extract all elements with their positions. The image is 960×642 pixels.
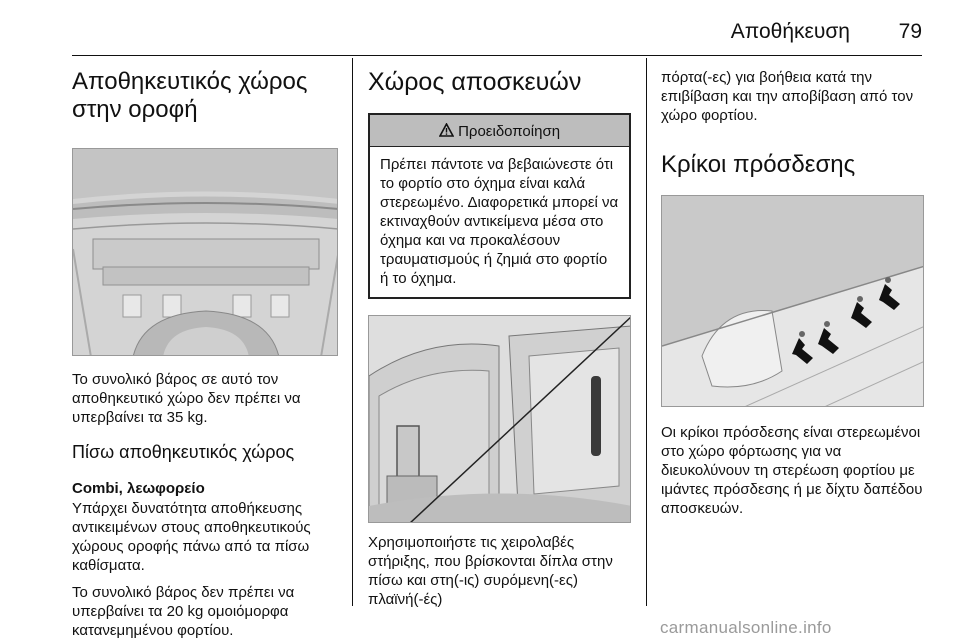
column-2	[368, 68, 636, 609]
column-3	[661, 68, 929, 518]
grab-handles-text: Χρησιμοποιήστε τις χειρολαβές στήριξης, που βρίσκονται δίπλα στην πίσω και στη(-ις) συρόμενη(-ες) πλαϊνή(-ές)	[368, 534, 613, 608]
roof-storage-illustration	[72, 148, 338, 356]
header-rule	[72, 55, 922, 56]
lashing-eyes-image	[662, 196, 924, 407]
warning-box	[368, 113, 631, 299]
watermark: carmanualsonline.info	[660, 618, 832, 637]
warning-title: Προειδοποίηση	[458, 123, 561, 140]
column-1	[72, 68, 340, 640]
page-number: 79	[898, 20, 922, 43]
rear-storage-weight-text: Το συνολικό βάρος δεν πρέπει να υπερβαίνει τα 20 kg ομοιόμορφα κατανεμημένου φορτίου.	[72, 584, 295, 639]
grab-handles-text-continued: πόρτα(-ες) για βοήθεια κατά την επιβίβαση και την αποβίβαση από τον χώρο φορτίου.	[661, 69, 914, 124]
lashing-eyes-illustration	[661, 195, 924, 407]
roof-storage-weight-text: Το συνολικό βάρος σε αυτό τον αποθηκευτικό χώρο δεν πρέπει να υπερβαίνει τα 35 kg.	[72, 371, 301, 426]
column-divider-1	[352, 58, 353, 606]
cargo-handles-illustration	[368, 315, 631, 523]
lashing-eyes-heading: Κρίκοι πρόσδεσης	[661, 151, 856, 178]
warning-header	[370, 115, 629, 147]
roof-storage-image	[73, 149, 338, 356]
page-header-title: Αποθήκευση	[730, 20, 850, 43]
rear-storage-heading: Πίσω αποθηκευτικός χώρος	[72, 442, 295, 462]
luggage-space-heading: Χώρος αποσκευών	[368, 68, 582, 96]
warning-text: Πρέπει πάντοτε να βεβαιώνεστε ότι το φορτίο στο όχημα είναι καλά στερεωμένο. Διαφορετικά μπορεί να εκτιναχθούν αντικείμενα μέσα στο όχημα και να προκαλέσουν τραυματισμούς ή ζημιά στο φορτίο ή το όχημα.	[380, 156, 619, 287]
warning-body	[370, 147, 629, 297]
cargo-handles-image	[369, 316, 631, 523]
rear-storage-text: Υπάρχει δυνατότητα αποθήκευσης αντικειμένων στους αποθηκευτικούς χώρους οροφής πάνω από τα πίσω καθίσματα.	[72, 500, 311, 574]
combi-bus-label: Combi, λεωφορείο	[72, 480, 205, 497]
roof-storage-heading: Αποθηκευτικός χώρος στην οροφή	[72, 68, 308, 123]
column-divider-2	[646, 58, 647, 606]
lashing-eyes-text: Οι κρίκοι πρόσδεσης είναι στερεωμένοι στο χώρο φόρτωσης για να διευκολύνουν τη στερέωση φορτίου με ιμάντες πρόσδεσης ή με δίχτυ δαπέδου αποσκευών.	[661, 424, 923, 517]
warning-triangle-icon	[439, 123, 454, 137]
